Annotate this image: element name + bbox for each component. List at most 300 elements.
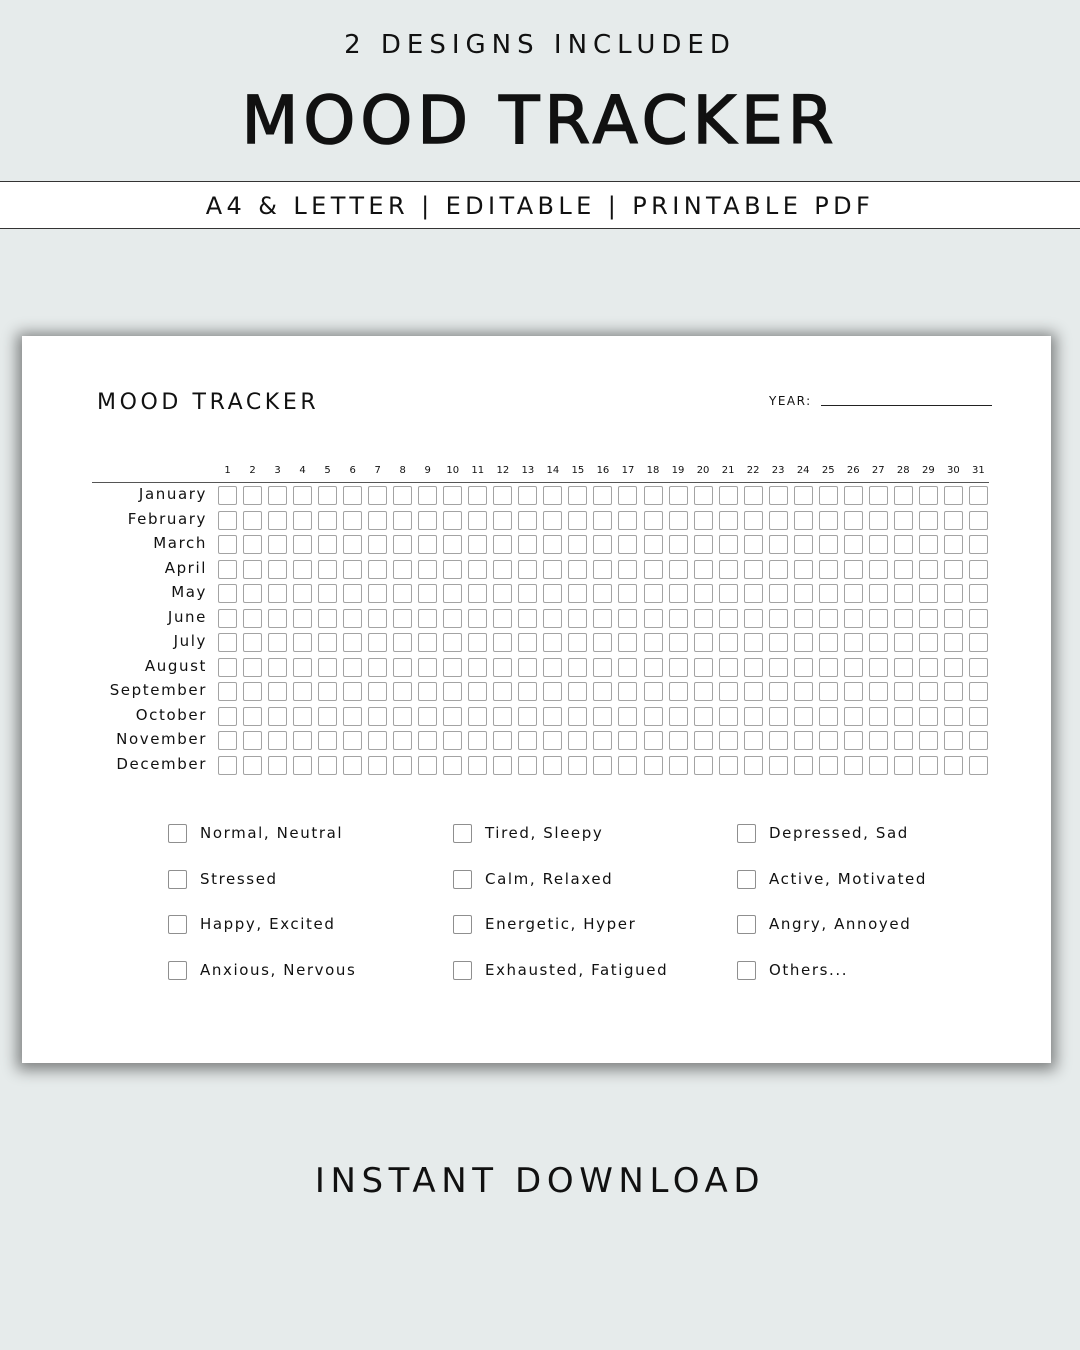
tracker-cell[interactable] (744, 560, 763, 579)
tracker-cell[interactable] (694, 486, 713, 505)
tracker-cell[interactable] (518, 584, 537, 603)
tracker-cell[interactable] (869, 707, 888, 726)
tracker-cell[interactable] (243, 511, 262, 530)
tracker-cell[interactable] (593, 682, 612, 701)
tracker-cell[interactable] (919, 584, 938, 603)
tracker-cell[interactable] (719, 584, 738, 603)
tracker-cell[interactable] (644, 560, 663, 579)
tracker-cell[interactable] (769, 584, 788, 603)
tracker-cell[interactable] (669, 658, 688, 677)
tracker-cell[interactable] (669, 511, 688, 530)
tracker-cell[interactable] (593, 731, 612, 750)
tracker-cell[interactable] (443, 633, 462, 652)
tracker-cell[interactable] (644, 682, 663, 701)
tracker-cell[interactable] (368, 486, 387, 505)
tracker-cell[interactable] (769, 535, 788, 554)
mood-checkbox[interactable] (453, 824, 472, 843)
tracker-cell[interactable] (343, 535, 362, 554)
tracker-cell[interactable] (268, 486, 287, 505)
tracker-cell[interactable] (218, 609, 237, 628)
tracker-cell[interactable] (268, 658, 287, 677)
tracker-cell[interactable] (944, 486, 963, 505)
tracker-cell[interactable] (919, 535, 938, 554)
tracker-cell[interactable] (218, 486, 237, 505)
tracker-cell[interactable] (218, 756, 237, 775)
tracker-cell[interactable] (293, 756, 312, 775)
tracker-cell[interactable] (443, 731, 462, 750)
tracker-cell[interactable] (543, 731, 562, 750)
tracker-cell[interactable] (268, 756, 287, 775)
tracker-cell[interactable] (543, 756, 562, 775)
tracker-cell[interactable] (418, 584, 437, 603)
tracker-cell[interactable] (543, 658, 562, 677)
tracker-cell[interactable] (969, 584, 988, 603)
tracker-cell[interactable] (694, 535, 713, 554)
tracker-cell[interactable] (343, 756, 362, 775)
tracker-cell[interactable] (393, 609, 412, 628)
tracker-cell[interactable] (618, 560, 637, 579)
tracker-cell[interactable] (969, 560, 988, 579)
tracker-cell[interactable] (318, 511, 337, 530)
tracker-cell[interactable] (644, 731, 663, 750)
tracker-cell[interactable] (593, 584, 612, 603)
tracker-cell[interactable] (343, 486, 362, 505)
tracker-cell[interactable] (769, 707, 788, 726)
tracker-cell[interactable] (694, 731, 713, 750)
tracker-cell[interactable] (243, 682, 262, 701)
tracker-cell[interactable] (443, 486, 462, 505)
tracker-cell[interactable] (694, 707, 713, 726)
tracker-cell[interactable] (593, 756, 612, 775)
tracker-cell[interactable] (719, 535, 738, 554)
tracker-cell[interactable] (443, 707, 462, 726)
tracker-cell[interactable] (393, 486, 412, 505)
tracker-cell[interactable] (794, 756, 813, 775)
tracker-cell[interactable] (468, 731, 487, 750)
tracker-cell[interactable] (568, 535, 587, 554)
tracker-cell[interactable] (518, 560, 537, 579)
tracker-cell[interactable] (794, 682, 813, 701)
tracker-cell[interactable] (869, 511, 888, 530)
tracker-cell[interactable] (443, 658, 462, 677)
tracker-cell[interactable] (719, 756, 738, 775)
tracker-cell[interactable] (719, 609, 738, 628)
tracker-cell[interactable] (393, 560, 412, 579)
tracker-cell[interactable] (568, 486, 587, 505)
tracker-cell[interactable] (794, 560, 813, 579)
tracker-cell[interactable] (744, 609, 763, 628)
tracker-cell[interactable] (243, 707, 262, 726)
tracker-cell[interactable] (819, 486, 838, 505)
tracker-cell[interactable] (819, 682, 838, 701)
tracker-cell[interactable] (218, 682, 237, 701)
tracker-cell[interactable] (493, 560, 512, 579)
tracker-cell[interactable] (819, 609, 838, 628)
tracker-cell[interactable] (944, 707, 963, 726)
tracker-cell[interactable] (794, 707, 813, 726)
tracker-cell[interactable] (593, 486, 612, 505)
tracker-cell[interactable] (518, 682, 537, 701)
tracker-cell[interactable] (318, 609, 337, 628)
tracker-cell[interactable] (819, 658, 838, 677)
tracker-cell[interactable] (543, 511, 562, 530)
tracker-cell[interactable] (694, 756, 713, 775)
tracker-cell[interactable] (694, 511, 713, 530)
tracker-cell[interactable] (944, 658, 963, 677)
tracker-cell[interactable] (593, 658, 612, 677)
tracker-cell[interactable] (243, 486, 262, 505)
tracker-cell[interactable] (468, 535, 487, 554)
tracker-cell[interactable] (543, 707, 562, 726)
tracker-cell[interactable] (869, 731, 888, 750)
tracker-cell[interactable] (919, 511, 938, 530)
tracker-cell[interactable] (568, 584, 587, 603)
tracker-cell[interactable] (844, 560, 863, 579)
tracker-cell[interactable] (468, 707, 487, 726)
tracker-cell[interactable] (618, 658, 637, 677)
tracker-cell[interactable] (744, 486, 763, 505)
tracker-cell[interactable] (243, 535, 262, 554)
tracker-cell[interactable] (794, 511, 813, 530)
tracker-cell[interactable] (894, 511, 913, 530)
tracker-cell[interactable] (944, 731, 963, 750)
tracker-cell[interactable] (669, 682, 688, 701)
tracker-cell[interactable] (618, 535, 637, 554)
tracker-cell[interactable] (844, 682, 863, 701)
tracker-cell[interactable] (969, 486, 988, 505)
mood-checkbox[interactable] (168, 915, 187, 934)
tracker-cell[interactable] (794, 584, 813, 603)
tracker-cell[interactable] (343, 731, 362, 750)
tracker-cell[interactable] (769, 486, 788, 505)
tracker-cell[interactable] (368, 658, 387, 677)
tracker-cell[interactable] (368, 609, 387, 628)
tracker-cell[interactable] (518, 511, 537, 530)
tracker-cell[interactable] (944, 535, 963, 554)
tracker-cell[interactable] (694, 658, 713, 677)
tracker-cell[interactable] (944, 609, 963, 628)
tracker-cell[interactable] (844, 486, 863, 505)
tracker-cell[interactable] (293, 682, 312, 701)
tracker-cell[interactable] (618, 609, 637, 628)
tracker-cell[interactable] (268, 511, 287, 530)
tracker-cell[interactable] (368, 633, 387, 652)
tracker-cell[interactable] (644, 511, 663, 530)
tracker-cell[interactable] (669, 756, 688, 775)
tracker-cell[interactable] (318, 535, 337, 554)
tracker-cell[interactable] (919, 486, 938, 505)
tracker-cell[interactable] (568, 756, 587, 775)
tracker-cell[interactable] (368, 756, 387, 775)
tracker-cell[interactable] (393, 535, 412, 554)
tracker-cell[interactable] (543, 486, 562, 505)
tracker-cell[interactable] (218, 535, 237, 554)
tracker-cell[interactable] (593, 511, 612, 530)
tracker-cell[interactable] (844, 756, 863, 775)
tracker-cell[interactable] (819, 560, 838, 579)
tracker-cell[interactable] (719, 633, 738, 652)
tracker-cell[interactable] (919, 731, 938, 750)
tracker-cell[interactable] (343, 511, 362, 530)
tracker-cell[interactable] (518, 535, 537, 554)
mood-checkbox[interactable] (737, 824, 756, 843)
tracker-cell[interactable] (669, 731, 688, 750)
tracker-cell[interactable] (969, 707, 988, 726)
tracker-cell[interactable] (218, 584, 237, 603)
tracker-cell[interactable] (844, 731, 863, 750)
tracker-cell[interactable] (669, 486, 688, 505)
tracker-cell[interactable] (543, 535, 562, 554)
tracker-cell[interactable] (919, 633, 938, 652)
tracker-cell[interactable] (468, 560, 487, 579)
mood-checkbox[interactable] (737, 915, 756, 934)
tracker-cell[interactable] (894, 633, 913, 652)
tracker-cell[interactable] (293, 658, 312, 677)
tracker-cell[interactable] (769, 609, 788, 628)
tracker-cell[interactable] (769, 731, 788, 750)
tracker-cell[interactable] (343, 560, 362, 579)
tracker-cell[interactable] (593, 633, 612, 652)
tracker-cell[interactable] (568, 560, 587, 579)
tracker-cell[interactable] (293, 511, 312, 530)
tracker-cell[interactable] (694, 682, 713, 701)
tracker-cell[interactable] (343, 584, 362, 603)
tracker-cell[interactable] (593, 609, 612, 628)
tracker-cell[interactable] (293, 633, 312, 652)
tracker-cell[interactable] (518, 658, 537, 677)
tracker-cell[interactable] (869, 535, 888, 554)
tracker-cell[interactable] (669, 707, 688, 726)
tracker-cell[interactable] (493, 756, 512, 775)
tracker-cell[interactable] (518, 707, 537, 726)
tracker-cell[interactable] (318, 658, 337, 677)
tracker-cell[interactable] (769, 560, 788, 579)
tracker-cell[interactable] (894, 756, 913, 775)
tracker-cell[interactable] (418, 633, 437, 652)
tracker-cell[interactable] (894, 486, 913, 505)
tracker-cell[interactable] (819, 756, 838, 775)
tracker-cell[interactable] (468, 609, 487, 628)
tracker-cell[interactable] (644, 584, 663, 603)
tracker-cell[interactable] (293, 731, 312, 750)
tracker-cell[interactable] (418, 511, 437, 530)
tracker-cell[interactable] (418, 707, 437, 726)
tracker-cell[interactable] (468, 756, 487, 775)
tracker-cell[interactable] (368, 682, 387, 701)
tracker-cell[interactable] (869, 682, 888, 701)
tracker-cell[interactable] (468, 633, 487, 652)
tracker-cell[interactable] (493, 682, 512, 701)
tracker-cell[interactable] (869, 560, 888, 579)
mood-checkbox[interactable] (737, 961, 756, 980)
tracker-cell[interactable] (318, 756, 337, 775)
tracker-cell[interactable] (969, 609, 988, 628)
tracker-cell[interactable] (268, 584, 287, 603)
tracker-cell[interactable] (543, 682, 562, 701)
mood-checkbox[interactable] (737, 870, 756, 889)
tracker-cell[interactable] (268, 560, 287, 579)
tracker-cell[interactable] (769, 756, 788, 775)
tracker-cell[interactable] (518, 633, 537, 652)
tracker-cell[interactable] (669, 560, 688, 579)
tracker-cell[interactable] (493, 535, 512, 554)
tracker-cell[interactable] (869, 756, 888, 775)
tracker-cell[interactable] (593, 535, 612, 554)
tracker-cell[interactable] (343, 682, 362, 701)
tracker-cell[interactable] (393, 511, 412, 530)
tracker-cell[interactable] (243, 731, 262, 750)
tracker-cell[interactable] (644, 535, 663, 554)
tracker-cell[interactable] (644, 707, 663, 726)
tracker-cell[interactable] (869, 658, 888, 677)
tracker-cell[interactable] (894, 609, 913, 628)
tracker-cell[interactable] (343, 633, 362, 652)
tracker-cell[interactable] (618, 731, 637, 750)
tracker-cell[interactable] (468, 486, 487, 505)
tracker-cell[interactable] (769, 682, 788, 701)
tracker-cell[interactable] (844, 658, 863, 677)
tracker-cell[interactable] (969, 731, 988, 750)
tracker-cell[interactable] (919, 682, 938, 701)
tracker-cell[interactable] (418, 535, 437, 554)
tracker-cell[interactable] (293, 560, 312, 579)
tracker-cell[interactable] (493, 609, 512, 628)
tracker-cell[interactable] (568, 511, 587, 530)
tracker-cell[interactable] (368, 511, 387, 530)
tracker-cell[interactable] (819, 584, 838, 603)
tracker-cell[interactable] (894, 682, 913, 701)
tracker-cell[interactable] (468, 584, 487, 603)
tracker-cell[interactable] (844, 584, 863, 603)
tracker-cell[interactable] (318, 707, 337, 726)
tracker-cell[interactable] (368, 584, 387, 603)
tracker-cell[interactable] (944, 511, 963, 530)
tracker-cell[interactable] (443, 511, 462, 530)
tracker-cell[interactable] (593, 560, 612, 579)
tracker-cell[interactable] (794, 658, 813, 677)
tracker-cell[interactable] (493, 658, 512, 677)
tracker-cell[interactable] (618, 584, 637, 603)
tracker-cell[interactable] (418, 658, 437, 677)
tracker-cell[interactable] (393, 707, 412, 726)
tracker-cell[interactable] (719, 560, 738, 579)
tracker-cell[interactable] (669, 584, 688, 603)
tracker-cell[interactable] (568, 707, 587, 726)
tracker-cell[interactable] (869, 486, 888, 505)
tracker-cell[interactable] (493, 511, 512, 530)
tracker-cell[interactable] (618, 511, 637, 530)
tracker-cell[interactable] (368, 731, 387, 750)
tracker-cell[interactable] (368, 560, 387, 579)
tracker-cell[interactable] (543, 584, 562, 603)
tracker-cell[interactable] (969, 633, 988, 652)
tracker-cell[interactable] (719, 486, 738, 505)
tracker-cell[interactable] (644, 486, 663, 505)
tracker-cell[interactable] (318, 486, 337, 505)
tracker-cell[interactable] (618, 707, 637, 726)
tracker-cell[interactable] (268, 682, 287, 701)
tracker-cell[interactable] (243, 609, 262, 628)
tracker-cell[interactable] (393, 584, 412, 603)
tracker-cell[interactable] (618, 633, 637, 652)
tracker-cell[interactable] (894, 560, 913, 579)
tracker-cell[interactable] (969, 658, 988, 677)
tracker-cell[interactable] (493, 584, 512, 603)
tracker-cell[interactable] (468, 658, 487, 677)
tracker-cell[interactable] (969, 682, 988, 701)
tracker-cell[interactable] (268, 633, 287, 652)
tracker-cell[interactable] (393, 682, 412, 701)
tracker-cell[interactable] (894, 535, 913, 554)
tracker-cell[interactable] (919, 609, 938, 628)
tracker-cell[interactable] (243, 584, 262, 603)
mood-checkbox[interactable] (168, 870, 187, 889)
tracker-cell[interactable] (644, 658, 663, 677)
tracker-cell[interactable] (443, 584, 462, 603)
tracker-cell[interactable] (493, 633, 512, 652)
tracker-cell[interactable] (944, 633, 963, 652)
tracker-cell[interactable] (543, 633, 562, 652)
tracker-cell[interactable] (944, 560, 963, 579)
tracker-cell[interactable] (744, 535, 763, 554)
tracker-cell[interactable] (844, 535, 863, 554)
tracker-cell[interactable] (268, 535, 287, 554)
tracker-cell[interactable] (719, 731, 738, 750)
tracker-cell[interactable] (769, 633, 788, 652)
tracker-cell[interactable] (243, 633, 262, 652)
tracker-cell[interactable] (218, 560, 237, 579)
tracker-cell[interactable] (618, 682, 637, 701)
tracker-cell[interactable] (318, 584, 337, 603)
tracker-cell[interactable] (819, 633, 838, 652)
tracker-cell[interactable] (919, 756, 938, 775)
tracker-cell[interactable] (644, 633, 663, 652)
tracker-cell[interactable] (844, 707, 863, 726)
tracker-cell[interactable] (969, 511, 988, 530)
tracker-cell[interactable] (493, 486, 512, 505)
tracker-cell[interactable] (844, 511, 863, 530)
tracker-cell[interactable] (443, 682, 462, 701)
tracker-cell[interactable] (518, 756, 537, 775)
tracker-cell[interactable] (618, 756, 637, 775)
tracker-cell[interactable] (919, 560, 938, 579)
mood-checkbox[interactable] (168, 824, 187, 843)
tracker-cell[interactable] (243, 658, 262, 677)
tracker-cell[interactable] (669, 609, 688, 628)
tracker-cell[interactable] (894, 707, 913, 726)
tracker-cell[interactable] (293, 707, 312, 726)
tracker-cell[interactable] (819, 535, 838, 554)
tracker-cell[interactable] (418, 486, 437, 505)
tracker-cell[interactable] (368, 535, 387, 554)
tracker-cell[interactable] (468, 682, 487, 701)
tracker-cell[interactable] (293, 535, 312, 554)
tracker-cell[interactable] (794, 486, 813, 505)
tracker-cell[interactable] (218, 511, 237, 530)
tracker-cell[interactable] (418, 731, 437, 750)
tracker-cell[interactable] (393, 756, 412, 775)
tracker-cell[interactable] (218, 707, 237, 726)
tracker-cell[interactable] (869, 609, 888, 628)
tracker-cell[interactable] (218, 633, 237, 652)
tracker-cell[interactable] (568, 633, 587, 652)
tracker-cell[interactable] (819, 511, 838, 530)
tracker-cell[interactable] (543, 609, 562, 628)
tracker-cell[interactable] (694, 633, 713, 652)
tracker-cell[interactable] (568, 731, 587, 750)
tracker-cell[interactable] (719, 511, 738, 530)
tracker-cell[interactable] (794, 609, 813, 628)
